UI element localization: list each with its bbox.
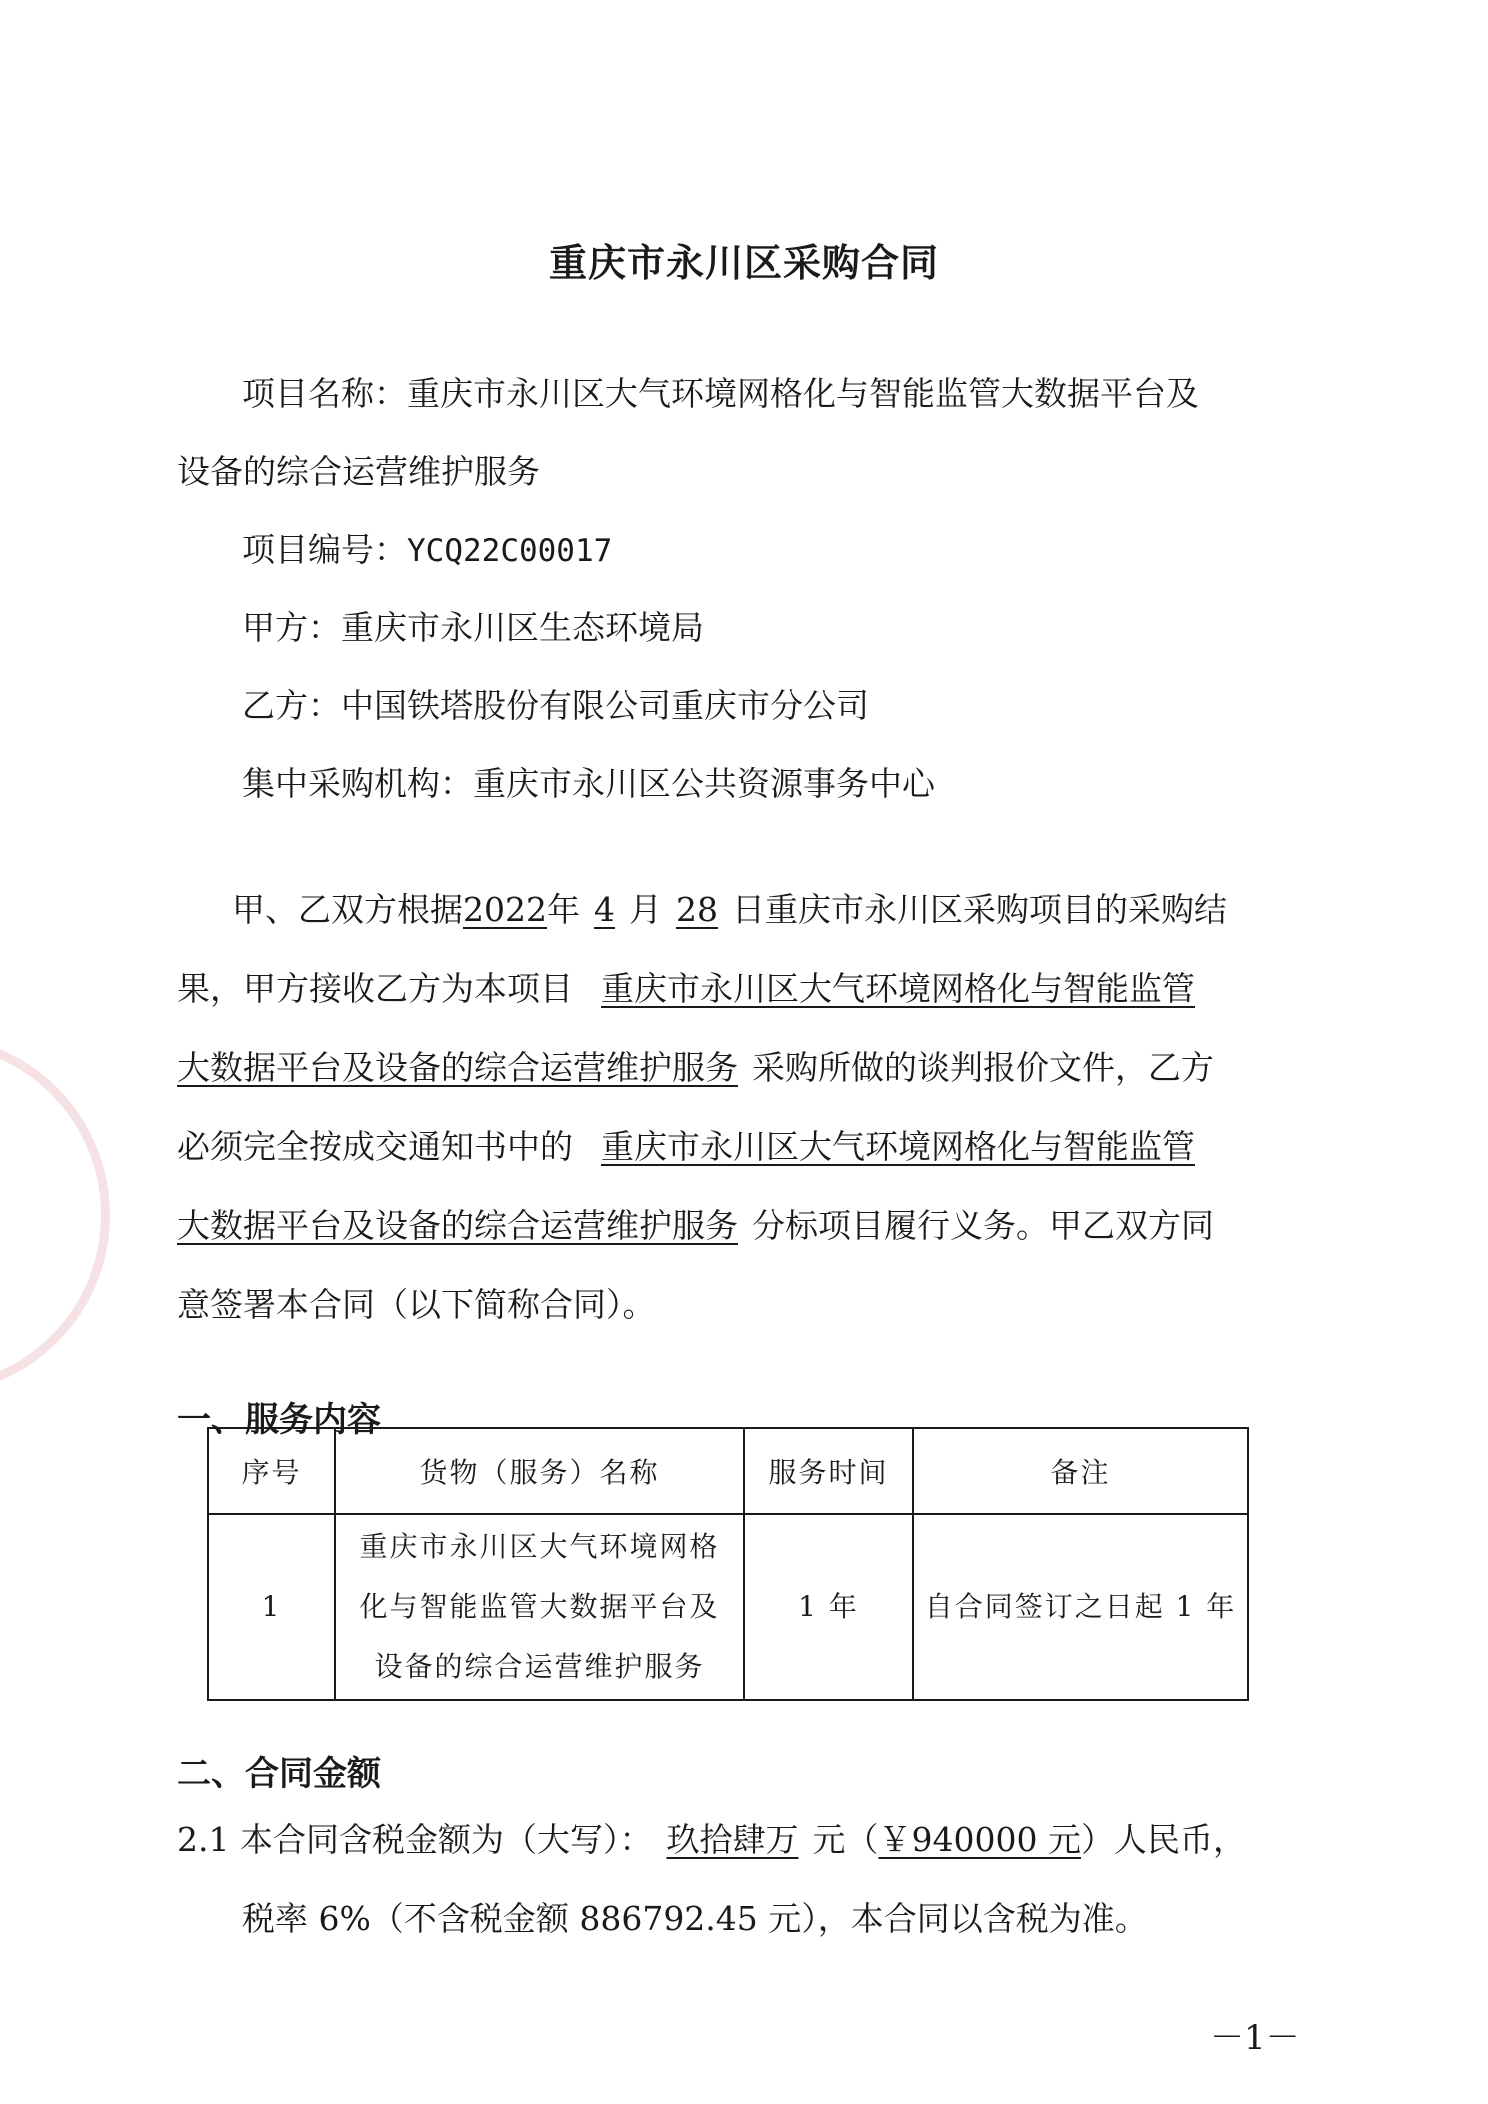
contract-month: 4	[593, 890, 615, 929]
project-no-value: YCQ22C00017	[407, 533, 613, 569]
para-line-6: 意签署本合同（以下简称合同）。	[177, 1285, 656, 1324]
project-name-line	[242, 368, 1199, 415]
project-name-value-1: 重庆市永川区大气环境网格化与智能监管大数据平台及	[407, 374, 1199, 413]
para-text: 果，甲方接收乙方为本项目	[177, 969, 573, 1008]
project-name-underlined: 大数据平台及设备的综合运营维护服务	[177, 1206, 738, 1245]
para-text: 必须完全按成交通知书中的	[177, 1127, 573, 1166]
amount-line-1	[177, 1814, 1246, 1861]
agency-label: 集中采购机构：	[242, 764, 473, 803]
party-a-label: 甲方：	[242, 608, 341, 647]
header-name: 货物（服务）名称	[335, 1428, 744, 1514]
amount-text: 元（	[812, 1820, 879, 1859]
amount-text: ）人民币，	[1080, 1820, 1246, 1859]
amount-figure: ￥940000 元	[878, 1820, 1081, 1859]
project-name-underlined: 重庆市永川区大气环境网格化与智能监管	[601, 1127, 1195, 1166]
para-text: 甲、乙双方根据	[232, 890, 463, 929]
project-name-label: 项目名称：	[242, 374, 407, 413]
section-heading-service: 一、服务内容	[177, 1400, 381, 1440]
para-text: 年	[546, 890, 580, 929]
project-no-label: 项目编号：	[242, 530, 407, 569]
cell-name-line: 设备的综合运营维护服务	[374, 1650, 705, 1683]
red-seal-fragment	[0, 1035, 110, 1395]
table-row	[208, 1514, 1248, 1700]
amount-upper: 玖拾肆万	[666, 1820, 799, 1859]
para-text: 分标项目履行义务。甲乙双方同	[752, 1206, 1214, 1245]
party-b-line	[242, 680, 869, 727]
party-a-line	[242, 602, 704, 649]
page-number: －1－	[1210, 2018, 1300, 2058]
para-text: 月	[628, 890, 662, 929]
project-name-underlined: 重庆市永川区大气环境网格化与智能监管	[601, 969, 1195, 1008]
cell-name-line: 重庆市永川区大气环境网格	[359, 1530, 720, 1563]
cell-period: 1 年	[744, 1514, 913, 1700]
para-line-3	[177, 1042, 1214, 1089]
agency-line	[242, 758, 935, 805]
para-text: 采购所做的谈判报价文件，乙方	[752, 1048, 1214, 1087]
amount-line-2: 税率 6%（不含税金额 886792.45 元），本合同以含税为准。	[242, 1899, 1148, 1938]
cell-name	[335, 1514, 744, 1700]
cell-remark: 自合同签订之日起 1 年	[913, 1514, 1248, 1700]
header-no: 序号	[208, 1428, 335, 1514]
header-period: 服务时间	[744, 1428, 913, 1514]
party-b-value: 中国铁塔股份有限公司重庆市分公司	[341, 686, 869, 725]
document-title: 重庆市永川区采购合同	[548, 240, 939, 285]
header-remark: 备注	[913, 1428, 1248, 1514]
para-line-2	[177, 963, 1195, 1010]
para-line-1	[232, 884, 1227, 931]
cell-name-line: 化与智能监管大数据平台及	[359, 1590, 720, 1623]
amount-text: 2.1 本合同含税金额为（大写）：	[177, 1820, 653, 1859]
para-line-5	[177, 1200, 1214, 1247]
para-text: 日重庆市永川区采购项目的采购结	[731, 890, 1227, 929]
contract-year: 2022	[463, 890, 547, 929]
service-table	[207, 1427, 1249, 1701]
cell-no: 1	[208, 1514, 335, 1700]
party-b-label: 乙方：	[242, 686, 341, 725]
project-no-line	[242, 524, 612, 571]
project-name-underlined: 大数据平台及设备的综合运营维护服务	[177, 1048, 738, 1087]
para-line-4	[177, 1121, 1195, 1168]
agency-value: 重庆市永川区公共资源事务中心	[473, 764, 935, 803]
project-name-line-2: 设备的综合运营维护服务	[177, 452, 540, 491]
party-a-value: 重庆市永川区生态环境局	[341, 608, 704, 647]
section-heading-amount: 二、合同金额	[177, 1754, 381, 1794]
contract-day: 28	[675, 890, 718, 929]
table-header-row	[208, 1428, 1248, 1514]
